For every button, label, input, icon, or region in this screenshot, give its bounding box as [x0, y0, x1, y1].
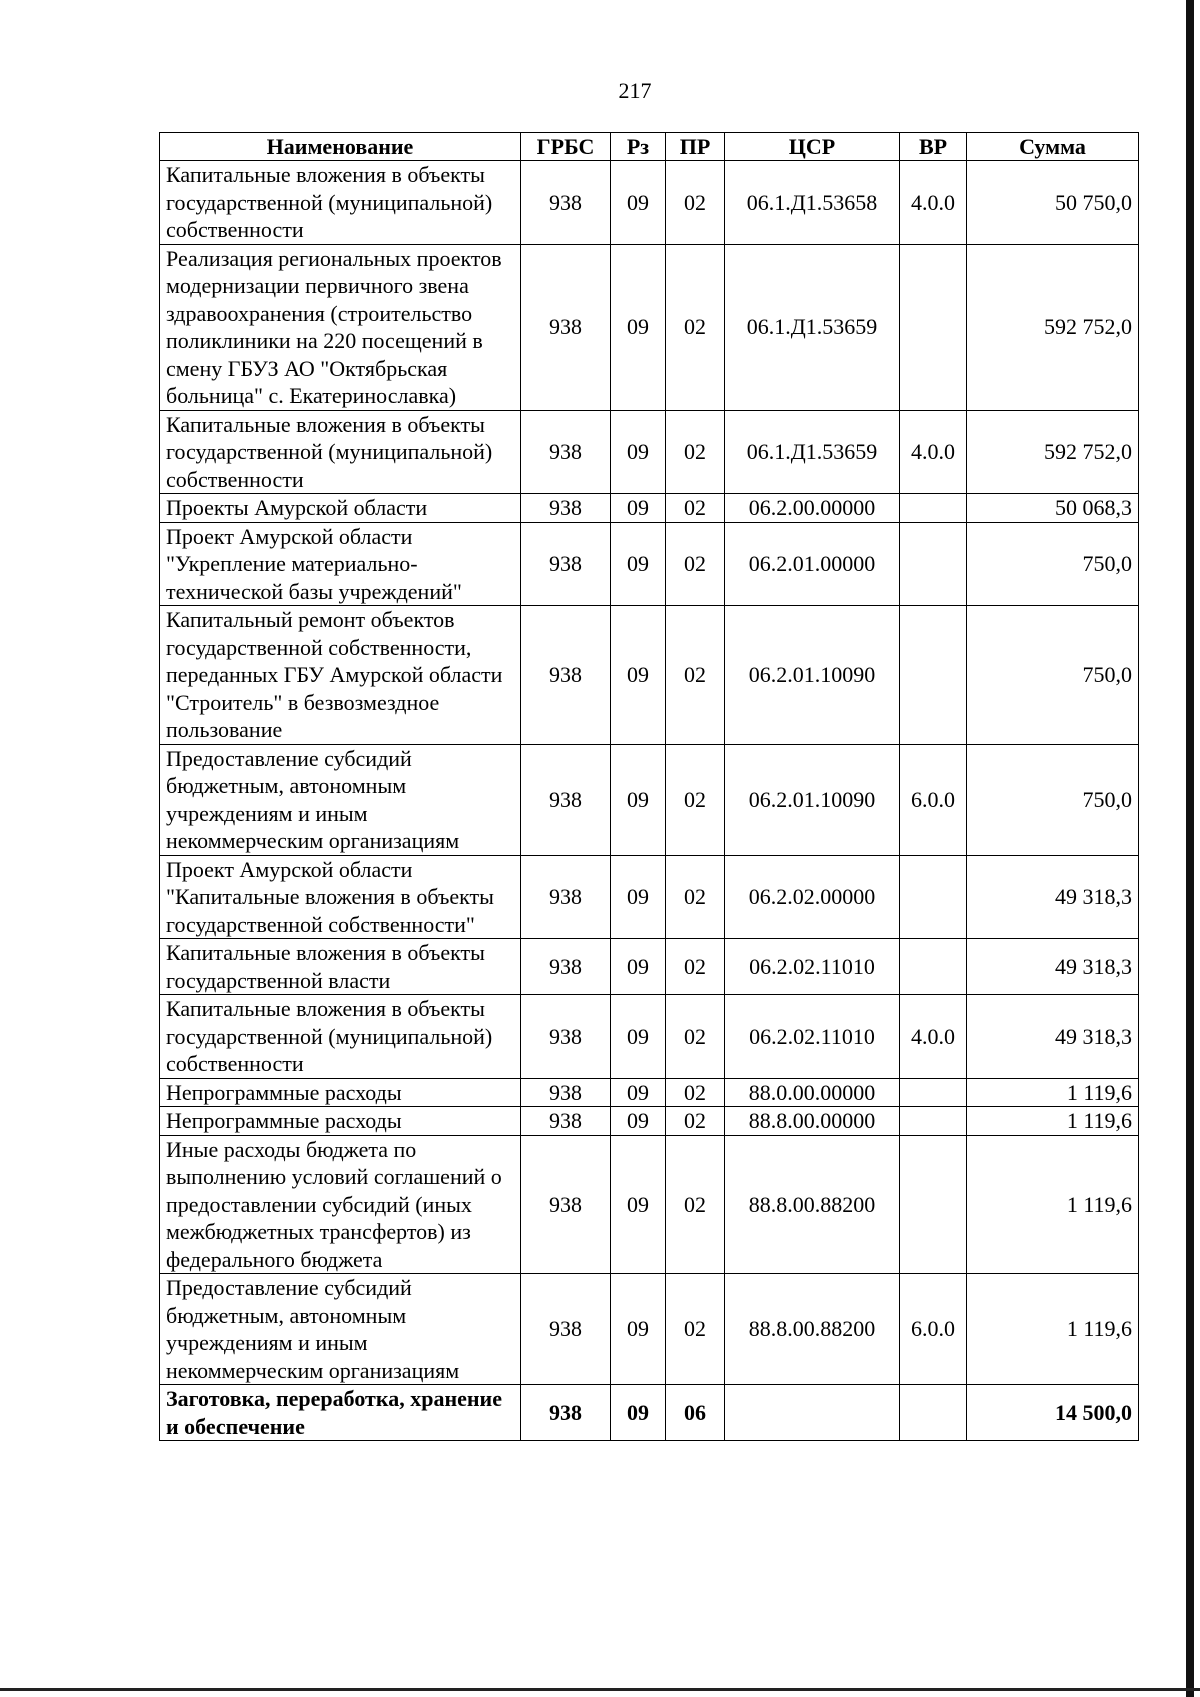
table-row	[160, 410, 1139, 494]
cell-rz: 09	[611, 522, 666, 606]
cell-rz: 09	[611, 1385, 666, 1441]
cell-vr	[900, 494, 967, 523]
cell-pr: 02	[666, 855, 725, 939]
cell-name: Капитальный ремонт объектов государственной собственности, переданных ГБУ Амурской области "Строитель" в безвозмездное пользование	[160, 606, 521, 745]
cell-pr: 02	[666, 1107, 725, 1136]
cell-name: Капитальные вложения в объекты государственной (муниципальной) собственности	[160, 410, 521, 494]
cell-sum: 49 318,3	[967, 995, 1139, 1079]
table-row	[160, 494, 1139, 523]
table-row	[160, 1135, 1139, 1274]
cell-grbs: 938	[521, 410, 611, 494]
cell-grbs: 938	[521, 744, 611, 855]
cell-grbs: 938	[521, 1107, 611, 1136]
table-row	[160, 161, 1139, 245]
cell-vr	[900, 1385, 967, 1441]
cell-pr: 02	[666, 995, 725, 1079]
cell-sum: 1 119,6	[967, 1135, 1139, 1274]
cell-grbs: 938	[521, 161, 611, 245]
cell-pr: 02	[666, 1274, 725, 1385]
cell-pr: 02	[666, 1078, 725, 1107]
cell-sum: 750,0	[967, 606, 1139, 745]
cell-pr: 02	[666, 522, 725, 606]
cell-sum: 50 750,0	[967, 161, 1139, 245]
cell-csr: 06.1.Д1.53658	[725, 161, 900, 245]
cell-rz: 09	[611, 410, 666, 494]
cell-rz: 09	[611, 1078, 666, 1107]
table-header-row	[160, 133, 1139, 161]
header-grbs: ГРБС	[521, 133, 611, 161]
cell-grbs: 938	[521, 1274, 611, 1385]
cell-name: Капитальные вложения в объекты государственной (муниципальной) собственности	[160, 995, 521, 1079]
cell-pr: 02	[666, 494, 725, 523]
budget-table	[159, 132, 1139, 1441]
cell-grbs: 938	[521, 606, 611, 745]
cell-grbs: 938	[521, 995, 611, 1079]
cell-grbs: 938	[521, 855, 611, 939]
cell-vr	[900, 606, 967, 745]
table-row	[160, 744, 1139, 855]
cell-vr	[900, 244, 967, 410]
cell-grbs: 938	[521, 1385, 611, 1441]
cell-sum: 49 318,3	[967, 939, 1139, 995]
cell-csr	[725, 1385, 900, 1441]
cell-name: Предоставление субсидий бюджетным, автономным учреждениям и иным некоммерческим организациям	[160, 1274, 521, 1385]
cell-pr: 02	[666, 161, 725, 245]
cell-pr: 02	[666, 410, 725, 494]
table-row	[160, 1107, 1139, 1136]
cell-vr	[900, 1107, 967, 1136]
cell-vr	[900, 1135, 967, 1274]
cell-sum: 592 752,0	[967, 244, 1139, 410]
cell-name: Капитальные вложения в объекты государственной власти	[160, 939, 521, 995]
cell-grbs: 938	[521, 494, 611, 523]
cell-sum: 1 119,6	[967, 1274, 1139, 1385]
cell-name: Заготовка, переработка, хранение и обеспечение	[160, 1385, 521, 1441]
table-row	[160, 522, 1139, 606]
cell-name: Реализация региональных проектов модернизации первичного звена здравоохранения (строительство поликлиники на 220 посещений в смену ГБУЗ АО "Октябрьская больница" с. Екатеринославка)	[160, 244, 521, 410]
table-row	[160, 606, 1139, 745]
cell-csr: 06.2.00.00000	[725, 494, 900, 523]
cell-rz: 09	[611, 744, 666, 855]
cell-vr: 4.0.0	[900, 161, 967, 245]
cell-pr: 02	[666, 1135, 725, 1274]
cell-grbs: 938	[521, 939, 611, 995]
cell-sum: 750,0	[967, 522, 1139, 606]
cell-csr: 06.2.01.00000	[725, 522, 900, 606]
scan-edge-bottom	[0, 1688, 1200, 1691]
cell-grbs: 938	[521, 1078, 611, 1107]
cell-vr: 6.0.0	[900, 1274, 967, 1385]
cell-csr: 88.8.00.00000	[725, 1107, 900, 1136]
cell-pr: 02	[666, 744, 725, 855]
header-csr: ЦСР	[725, 133, 900, 161]
cell-vr: 6.0.0	[900, 744, 967, 855]
page-number: 217	[618, 78, 652, 103]
cell-rz: 09	[611, 855, 666, 939]
table-row	[160, 1078, 1139, 1107]
cell-name: Непрограммные расходы	[160, 1078, 521, 1107]
cell-rz: 09	[611, 1274, 666, 1385]
cell-vr	[900, 939, 967, 995]
cell-name: Проект Амурской области "Капитальные вложения в объекты государственной собственности"	[160, 855, 521, 939]
cell-sum: 49 318,3	[967, 855, 1139, 939]
cell-sum: 1 119,6	[967, 1107, 1139, 1136]
cell-vr: 4.0.0	[900, 995, 967, 1079]
cell-csr: 06.2.02.00000	[725, 855, 900, 939]
cell-sum: 50 068,3	[967, 494, 1139, 523]
cell-name: Проекты Амурской области	[160, 494, 521, 523]
cell-sum: 1 119,6	[967, 1078, 1139, 1107]
cell-csr: 06.2.02.11010	[725, 995, 900, 1079]
cell-name: Проект Амурской области "Укрепление материально-технической базы учреждений"	[160, 522, 521, 606]
cell-vr	[900, 522, 967, 606]
cell-vr: 4.0.0	[900, 410, 967, 494]
cell-rz: 09	[611, 1107, 666, 1136]
header-pr: ПР	[666, 133, 725, 161]
cell-rz: 09	[611, 606, 666, 745]
cell-rz: 09	[611, 161, 666, 245]
header-rz: Рз	[611, 133, 666, 161]
table-row	[160, 1274, 1139, 1385]
table-row	[160, 1385, 1139, 1441]
header-sum: Сумма	[967, 133, 1139, 161]
cell-pr: 02	[666, 606, 725, 745]
header-vr: ВР	[900, 133, 967, 161]
cell-csr: 06.1.Д1.53659	[725, 244, 900, 410]
cell-vr	[900, 855, 967, 939]
cell-pr: 02	[666, 939, 725, 995]
cell-grbs: 938	[521, 522, 611, 606]
table-row	[160, 244, 1139, 410]
cell-grbs: 938	[521, 1135, 611, 1274]
cell-vr	[900, 1078, 967, 1107]
scan-edge-right	[1186, 0, 1194, 1697]
cell-grbs: 938	[521, 244, 611, 410]
cell-csr: 88.8.00.88200	[725, 1274, 900, 1385]
cell-pr: 06	[666, 1385, 725, 1441]
cell-name: Иные расходы бюджета по выполнению условий соглашений о предоставлении субсидий (иных межбюджетных трансфертов) из федерального бюджета	[160, 1135, 521, 1274]
cell-rz: 09	[611, 494, 666, 523]
table-row	[160, 995, 1139, 1079]
cell-csr: 06.2.01.10090	[725, 606, 900, 745]
cell-rz: 09	[611, 244, 666, 410]
cell-name: Непрограммные расходы	[160, 1107, 521, 1136]
cell-csr: 88.0.00.00000	[725, 1078, 900, 1107]
cell-rz: 09	[611, 939, 666, 995]
cell-sum: 14 500,0	[967, 1385, 1139, 1441]
cell-csr: 06.1.Д1.53659	[725, 410, 900, 494]
cell-csr: 88.8.00.88200	[725, 1135, 900, 1274]
cell-rz: 09	[611, 995, 666, 1079]
cell-sum: 750,0	[967, 744, 1139, 855]
cell-name: Предоставление субсидий бюджетным, автономным учреждениям и иным некоммерческим организациям	[160, 744, 521, 855]
header-name: Наименование	[160, 133, 521, 161]
cell-name: Капитальные вложения в объекты государственной (муниципальной) собственности	[160, 161, 521, 245]
cell-csr: 06.2.01.10090	[725, 744, 900, 855]
table-row	[160, 855, 1139, 939]
table-row	[160, 939, 1139, 995]
cell-pr: 02	[666, 244, 725, 410]
cell-sum: 592 752,0	[967, 410, 1139, 494]
cell-rz: 09	[611, 1135, 666, 1274]
cell-csr: 06.2.02.11010	[725, 939, 900, 995]
